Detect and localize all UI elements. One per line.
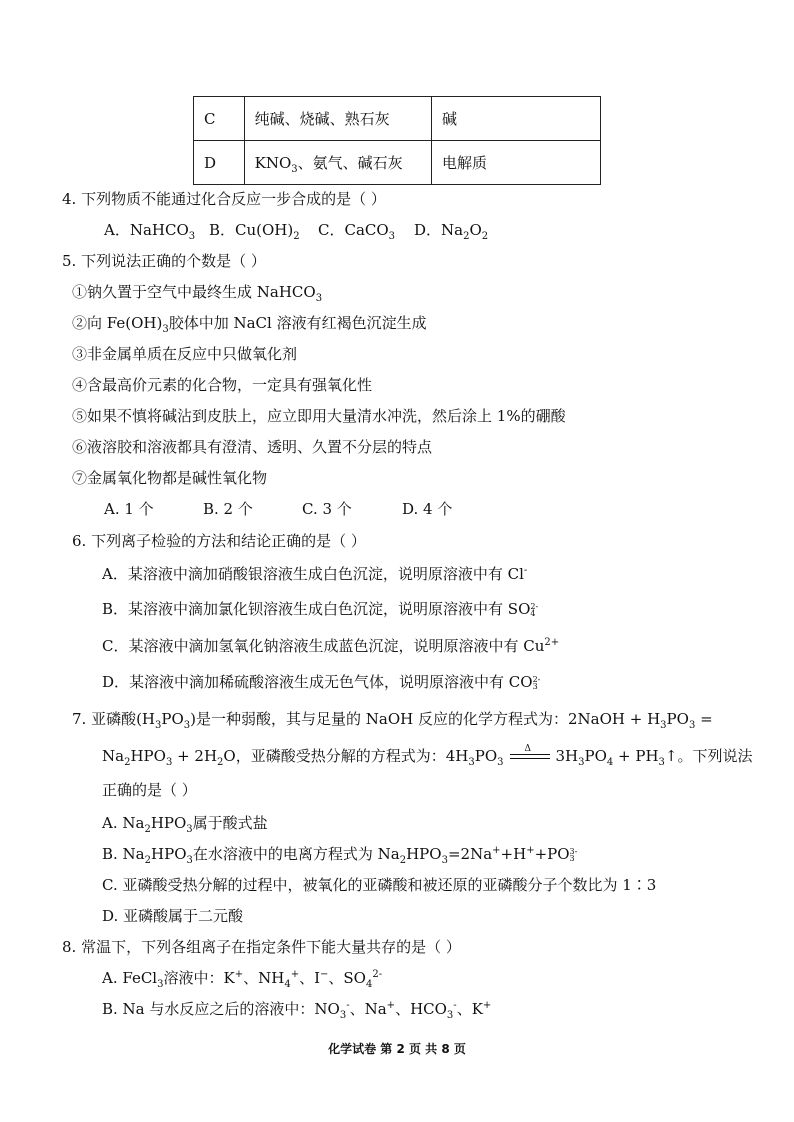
q7-line-1: 7. 亚磷酸$(H_3PO_3)$是一种弱酸，其与足量的 NaOH 反应的化学方程式为：2NaOH + $H_3PO_3$ = — [72, 710, 713, 731]
q6-stem: 6. 下列离子检验的方法和结论正确的是（ ） — [72, 532, 366, 550]
q5-option-a: A. 1 个 — [104, 500, 154, 518]
table-row — [194, 141, 601, 185]
q4-stem: 4. 下列物质不能通过化合反应一步合成的是（ ） — [62, 190, 386, 208]
q7-line-3: 正确的是（ ） — [102, 781, 197, 799]
table-row — [194, 97, 601, 141]
q5-statement-7: ⑦金属氧化物都是碱性氧化物 — [72, 469, 268, 487]
table-cell-items: 纯碱、烧碱、熟石灰 — [244, 97, 431, 141]
q5-statement-4: ④含最高价元素的化合物，一定具有强氧化性 — [72, 376, 373, 394]
q5-statement-6: ⑥液溶胶和溶液都具有澄清、透明、久置不分层的特点 — [72, 438, 433, 456]
q6-option-d: D．某溶液中滴加稀硫酸溶液生成无色气体，说明原溶液中有 CO 2- 3 — [102, 673, 541, 691]
q4-option-c: C．CaCO$_3$ — [318, 221, 396, 242]
q5-option-b: B. 2 个 — [203, 500, 253, 518]
page-footer: 化学试卷 第 2 页 共 8 页 — [328, 1042, 466, 1056]
heat-arrow-symbol: Δ — [510, 752, 550, 762]
table-cell-label: C — [194, 97, 245, 141]
table-cell-items: $KNO_3$、氨气、碱石灰 — [244, 141, 431, 185]
q5-option-c: C. 3 个 — [302, 500, 352, 518]
table-cell-category: 电解质 — [431, 141, 600, 185]
q7-option-d: D. 亚磷酸属于二元酸 — [102, 907, 244, 925]
q5-statement-5: ⑤如果不慎将碱沾到皮肤上，应立即用大量清水冲洗，然后涂上 1%的硼酸 — [72, 407, 566, 425]
q5-statement-2: ②向 $Fe(OH)_3$胶体中加 NaCl 溶液有红褐色沉淀生成 — [72, 314, 427, 335]
q6-option-b: B．某溶液中滴加氯化钡溶液生成白色沉淀，说明原溶液中有 SO 2- 4 — [102, 600, 539, 618]
q4-option-d: D．$Na_2O_2$ — [414, 221, 489, 242]
q5-statement-3: ③非金属单质在反应中只做氧化剂 — [72, 345, 298, 363]
q8-option-b: B. Na 与水反应之后的溶液中：$NO_3^-$、Na+、$HCO_3^-$、K+ — [102, 1000, 492, 1021]
q7-option-c: C. 亚磷酸受热分解的过程中，被氧化的亚磷酸和被还原的亚磷酸分子个数比为 1∶3 — [102, 876, 657, 894]
q8-stem: 8. 常温下，下列各组离子在指定条件下能大量共存的是（ ） — [62, 938, 461, 956]
q7-option-b: B. $Na_2HPO_3$在水溶液中的电离方程式为 $Na_2HPO_3=2Na^++H^++PO$ 3- 3 — [102, 845, 578, 866]
q6-option-a: A．某溶液中滴加硝酸银溶液生成白色沉淀，说明原溶液中有 Cl- — [102, 565, 528, 583]
q7-line-2: $Na_2HPO_3 + 2H_2O$，亚磷酸受热分解的方程式为：$4H_3PO_3$ Δ $3H_3PO_4$ + $PH_3↑$。下列说法 — [102, 744, 753, 768]
q5-stem: 5. 下列说法正确的个数是（ ） — [62, 252, 266, 270]
classification-table — [193, 96, 601, 185]
q7-option-a: A. $Na_2HPO_3$属于酸式盐 — [102, 814, 268, 835]
table-cell-label: D — [194, 141, 245, 185]
q4-option-a: A．NaHCO$_3$ — [104, 221, 196, 242]
q5-statement-1: ①钠久置于空气中最终生成 NaHCO$_3$ — [72, 283, 323, 304]
q4-option-b: B．$Cu(OH)_2$ — [209, 221, 300, 242]
q8-option-a: A. FeCl$_3$溶液中：K+、$NH_4^+$、I−、$SO_4^{2-}$ — [102, 969, 383, 990]
table-cell-category: 碱 — [431, 97, 600, 141]
q5-option-d: D. 4 个 — [402, 500, 453, 518]
q6-option-c: C．某溶液中滴加氢氧化钠溶液生成蓝色沉淀，说明原溶液中有 $Cu^{2+}$ — [102, 637, 560, 655]
